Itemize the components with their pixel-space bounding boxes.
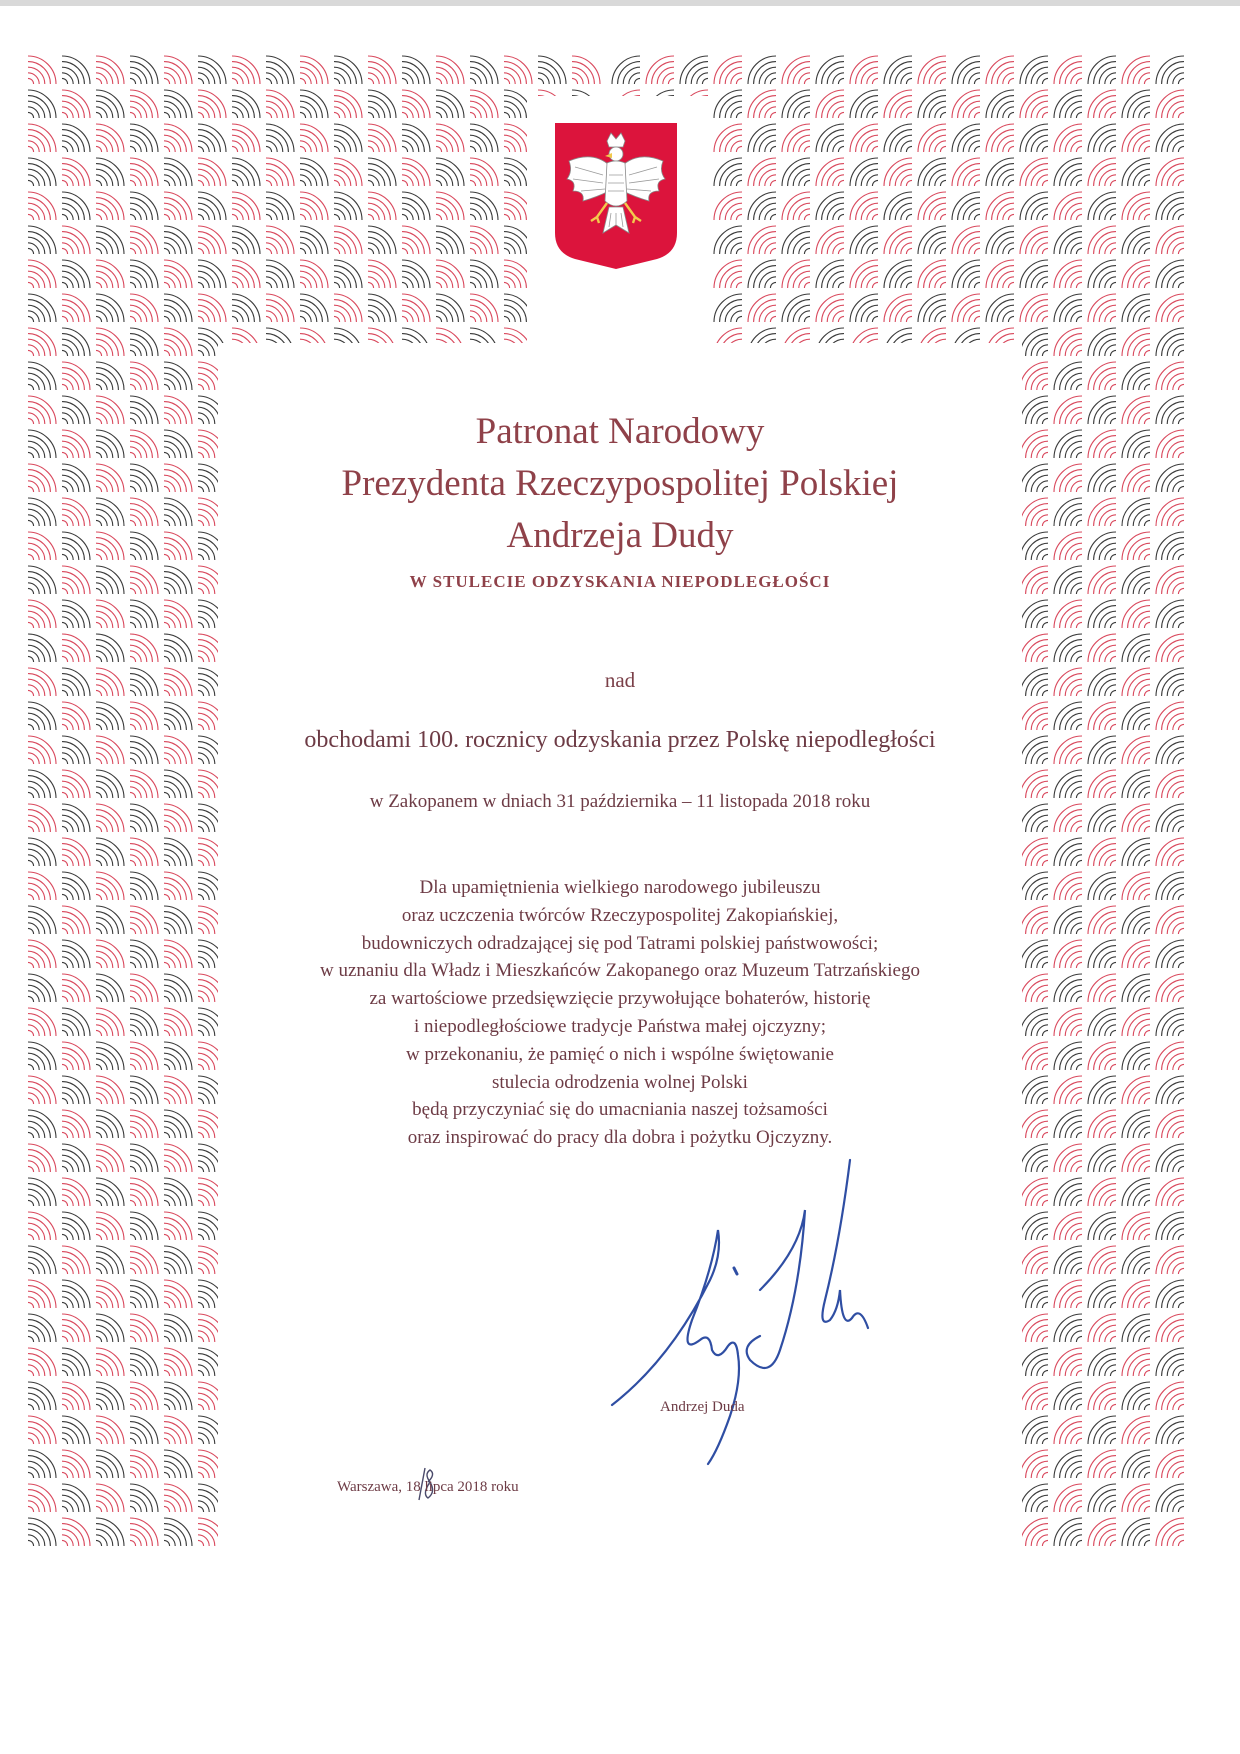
- handwritten-signature: [600, 1150, 960, 1470]
- body-line: i niepodległościowe tradycje Państwa małej ojczyzny;: [413, 1015, 827, 1037]
- body-line: stulecia odrodzenia wolnej Polski: [492, 1071, 748, 1093]
- certificate-subtitle: W STULECIE ODZYSKANIA NIEPODLEGŁOŚCI: [409, 572, 831, 591]
- title-line: Patronat Narodowy: [475, 411, 765, 452]
- body-line: oraz uczczenia twórców Rzeczypospolitej Zakopiańskiej,: [401, 904, 839, 926]
- dedication-text: [218, 874, 1022, 1152]
- white-eagle-icon: [553, 121, 679, 271]
- title-line: Prezydenta Rzeczypospolitej Polskiej: [341, 463, 899, 504]
- event-dates: w Zakopanem w dniach 31 października – 11 listopada 2018 roku: [369, 791, 871, 812]
- signer-name: Andrzej Duda: [660, 1399, 745, 1415]
- place-and-date: Warszawa, 18 lipca 2018 roku: [337, 1479, 519, 1495]
- body-line: w uznaniu dla Władz i Mieszkańców Zakopanego oraz Muzeum Tatrzańskiego: [320, 960, 920, 982]
- body-line: w przekonaniu, że pamięć o nich i wspólne świętowanie: [406, 1043, 834, 1065]
- body-line: będą przyczyniać się do umacniania naszej tożsamości: [412, 1099, 828, 1121]
- body-line: Dla upamiętnienia wielkiego narodowego jubileuszu: [419, 877, 821, 898]
- certificate-title: [218, 406, 1022, 562]
- body-line: budowniczych odradzającej się pod Tatrami polskiej państwowości;: [361, 932, 879, 954]
- body-line: za wartościowe przedsięwzięcie przywołujące bohaterów, historię: [369, 988, 871, 1010]
- body-line: oraz inspirować do pracy dla dobra i pożytku Ojczyzny.: [407, 1127, 833, 1149]
- occasion-text: obchodami 100. rocznicy odzyskania przez Polskę niepodległości: [304, 727, 936, 753]
- preposition-nad: nad: [604, 668, 636, 692]
- title-line: Andrzeja Dudy: [506, 515, 734, 556]
